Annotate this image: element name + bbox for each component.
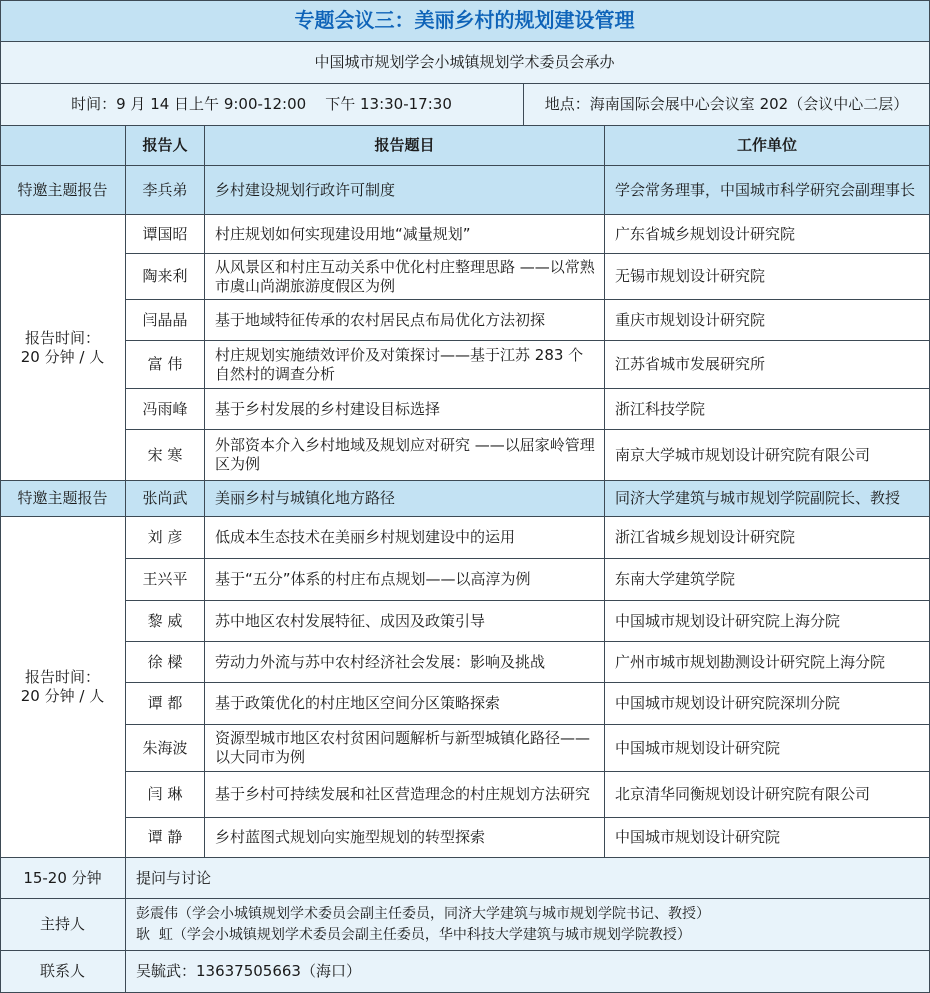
contact-label: 联系人: [0, 951, 126, 993]
hosts-list: [126, 899, 930, 951]
group-time-label: 报告时间： 20 分钟 / 人: [0, 215, 126, 481]
keynote-label: 特邀主题报告: [0, 166, 126, 215]
keynote-unit: 学会常务理事，中国城市科学研究会副理事长: [605, 166, 930, 215]
report-topic: 基于政策优化的村庄地区空间分区策略探索: [205, 683, 605, 725]
speaker-name: 朱海波: [126, 725, 205, 772]
speaker-name: 谭 静: [126, 818, 205, 858]
keynote-speaker: 李兵弟: [126, 166, 205, 215]
keynote-unit: 同济大学建筑与城市规划学院副院长、教授: [605, 481, 930, 517]
speaker-name: 谭国昭: [126, 215, 205, 254]
report-topic: 劳动力外流与苏中农村经济社会发展：影响及挑战: [205, 642, 605, 683]
work-unit: 中国城市规划设计研究院: [605, 725, 930, 772]
keynote-topic: 美丽乡村与城镇化地方路径: [205, 481, 605, 517]
report-topic: 基于地域特征传承的农村居民点布局优化方法初探: [205, 300, 605, 341]
discussion-text: 提问与讨论: [126, 858, 930, 899]
report-topic: 基于“五分”体系的村庄布点规划——以高淳为例: [205, 559, 605, 601]
work-unit: 东南大学建筑学院: [605, 559, 930, 601]
discussion-duration: 15-20 分钟: [0, 858, 126, 899]
speaker-name: 闫晶晶: [126, 300, 205, 341]
work-unit: 中国城市规划设计研究院: [605, 818, 930, 858]
report-topic: 资源型城市地区农村贫困问题解析与新型城镇化路径——以大同市为例: [205, 725, 605, 772]
work-unit: 中国城市规划设计研究院上海分院: [605, 601, 930, 642]
header-topic: 报告题目: [205, 126, 605, 166]
time-info: 时间：9 月 14 日上午 9:00-12:00 下午 13:30-17:30: [0, 84, 524, 126]
speaker-name: 富 伟: [126, 341, 205, 389]
speaker-name: 冯雨峰: [126, 389, 205, 430]
contact-info: 吴毓武：13637505663（海口）: [126, 951, 930, 993]
speaker-name: 刘 彦: [126, 517, 205, 559]
work-unit: 江苏省城市发展研究所: [605, 341, 930, 389]
header-blank: [0, 126, 126, 166]
keynote-speaker: 张尚武: [126, 481, 205, 517]
header-speaker: 报告人: [126, 126, 205, 166]
report-topic: 村庄规划实施绩效评价及对策探讨——基于江苏 283 个自然村的调查分析: [205, 341, 605, 389]
header-unit: 工作单位: [605, 126, 930, 166]
speaker-name: 宋 寒: [126, 430, 205, 481]
report-topic: 从风景区和村庄互动关系中优化村庄整理思路 ——以常熟市虞山尚湖旅游度假区为例: [205, 254, 605, 300]
report-topic: 村庄规划如何实现建设用地“减量规划”: [205, 215, 605, 254]
hosts-label: 主持人: [0, 899, 126, 951]
speaker-name: 王兴平: [126, 559, 205, 601]
host-line: 耿 虹（学会小城镇规划学术委员会副主任委员，华中科技大学建筑与城市规划学院教授）: [136, 926, 691, 943]
session-title: 专题会议三：美丽乡村的规划建设管理: [0, 0, 930, 42]
keynote-label: 特邀主题报告: [0, 481, 126, 517]
location-info: 地点：海南国际会展中心会议室 202（会议中心二层）: [524, 84, 930, 126]
host-line: 彭震伟（学会小城镇规划学术委员会副主任委员，同济大学建筑与城市规划学院书记、教授）: [136, 905, 710, 922]
speaker-name: 陶来利: [126, 254, 205, 300]
work-unit: 浙江省城乡规划设计研究院: [605, 517, 930, 559]
keynote-topic: 乡村建设规划行政许可制度: [205, 166, 605, 215]
report-topic: 乡村蓝图式规划向实施型规划的转型探索: [205, 818, 605, 858]
report-topic: 外部资本介入乡村地域及规划应对研究 ——以屈家岭管理区为例: [205, 430, 605, 481]
work-unit: 北京清华同衡规划设计研究院有限公司: [605, 772, 930, 818]
work-unit: 重庆市规划设计研究院: [605, 300, 930, 341]
speaker-name: 闫 琳: [126, 772, 205, 818]
report-topic: 低成本生态技术在美丽乡村规划建设中的运用: [205, 517, 605, 559]
work-unit: 广州市城市规划勘测设计研究院上海分院: [605, 642, 930, 683]
report-topic: 苏中地区农村发展特征、成因及政策引导: [205, 601, 605, 642]
speaker-name: 徐 樑: [126, 642, 205, 683]
work-unit: 南京大学城市规划设计研究院有限公司: [605, 430, 930, 481]
work-unit: 浙江科技学院: [605, 389, 930, 430]
speaker-name: 谭 都: [126, 683, 205, 725]
work-unit: 中国城市规划设计研究院深圳分院: [605, 683, 930, 725]
group-time-label: 报告时间： 20 分钟 / 人: [0, 517, 126, 858]
report-topic: 基于乡村发展的乡村建设目标选择: [205, 389, 605, 430]
work-unit: 无锡市规划设计研究院: [605, 254, 930, 300]
speaker-name: 黎 威: [126, 601, 205, 642]
report-topic: 基于乡村可持续发展和社区营造理念的村庄规划方法研究: [205, 772, 605, 818]
organizer-line: 中国城市规划学会小城镇规划学术委员会承办: [0, 42, 930, 84]
work-unit: 广东省城乡规划设计研究院: [605, 215, 930, 254]
